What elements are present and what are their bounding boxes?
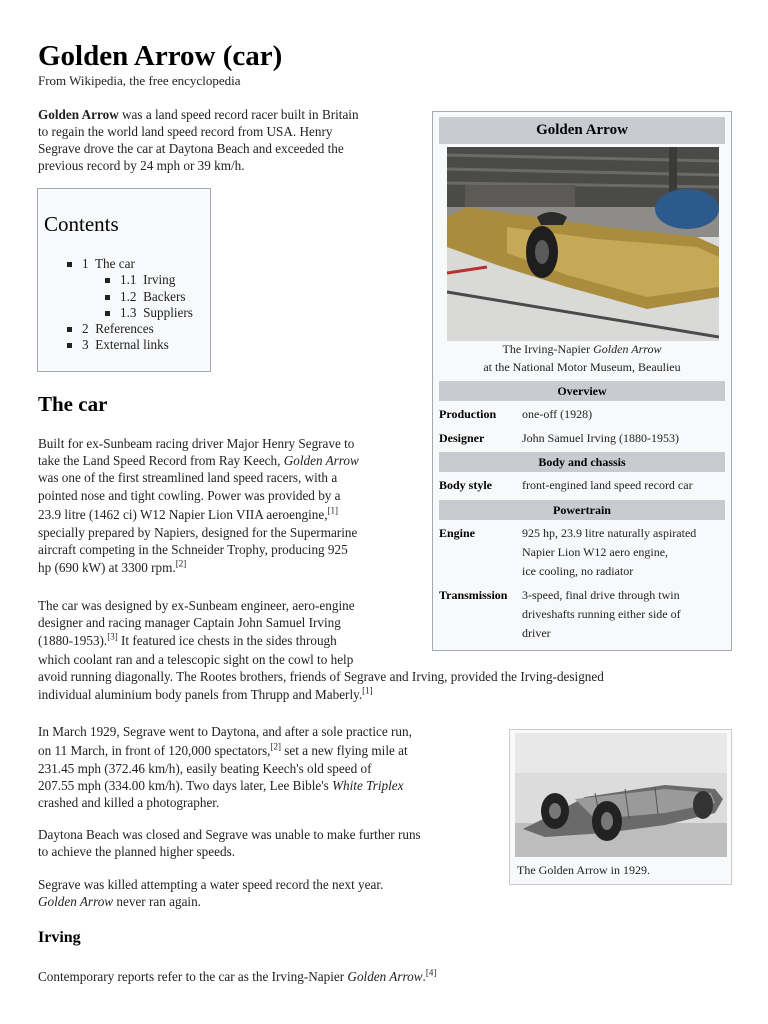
infobox-section-body-chassis: Body and chassis (439, 452, 725, 472)
punctuation: . (422, 969, 426, 984)
infobox-label-transmission: Transmission (439, 588, 508, 602)
infobox-value-engine: 925 hp, 23.9 litre naturally aspirated Napier Lion W12 aero engine, ice cooling, no radiator (522, 526, 697, 578)
lead-paragraph (38, 106, 428, 174)
italic-name: White Triplex (332, 778, 404, 793)
infobox-section-overview: Overview (439, 381, 725, 401)
car-paragraph-5 (38, 876, 498, 910)
text-line: designer and racing manager Captain John Samuel Irving (38, 615, 341, 630)
text-line: avoid running diagonally. The Rootes brothers, friends of Segrave and Irving, provided the Irving-designed (38, 669, 604, 684)
toc-item-backers[interactable]: 1.2 Backers (120, 289, 186, 304)
lead-line: Segrave drove the car at Daytona Beach and exceeded the (38, 141, 344, 156)
text-line: was one of the first streamlined land speed racers, with a (38, 470, 338, 485)
infobox-label-designer: Designer (439, 431, 485, 445)
thumbnail-caption: The Golden Arrow in 1929. (517, 863, 650, 877)
text-line: 23.9 litre (1462 ci) W12 Napier Lion VIIA aeroengine, (38, 507, 328, 522)
text-line: In March 1929, Segrave went to Daytona, and after a sole practice run, (38, 724, 412, 739)
citation-link[interactable]: [2] (175, 558, 187, 569)
citation-link[interactable]: [1] (362, 685, 373, 696)
italic-name: Golden Arrow (347, 969, 423, 984)
text-line: never ran again. (113, 894, 201, 909)
car-paragraph-4 (38, 826, 498, 860)
irving-paragraph (38, 967, 638, 987)
text-line: specially prepared by Napiers, designed for the Supermarine (38, 525, 358, 540)
infobox-label-engine: Engine (439, 526, 476, 540)
car-paragraph-1 (38, 435, 428, 577)
infobox-value-body-style: front-engined land speed record car (522, 478, 693, 492)
infobox-value-transmission: 3-speed, final drive through twin driveshafts running either side of driver (522, 588, 681, 640)
thumbnail-figure (509, 729, 732, 885)
text-line: which coolant ran and a telescopic sight on the cowl to help (38, 652, 354, 667)
text-line: hp (690 kW) at 3300 rpm. (38, 560, 176, 575)
text-line: pointed nose and tight cowling. Power was provided by a (38, 488, 341, 503)
citation-link[interactable]: [2] (270, 741, 281, 752)
text-line: Segrave was killed attempting a water speed record the next year. (38, 877, 384, 892)
lead-line: was a land speed record racer built in Britain (118, 107, 359, 122)
text-line: on 11 March, in front of 120,000 spectators, (38, 743, 271, 758)
citation-link[interactable]: [4] (425, 967, 437, 978)
text-line: Built for ex-Sunbeam racing driver Major Henry Segrave to (38, 436, 355, 451)
italic-name: Golden Arrow (38, 894, 114, 909)
infobox-title: Golden Arrow (439, 117, 725, 144)
infobox-value-production: one-off (1928) (522, 407, 593, 421)
lead-bold-title: Golden Arrow (38, 107, 119, 122)
infobox-label-production: Production (439, 407, 497, 421)
toc-item-irving[interactable]: 1.1 Irving (120, 272, 176, 287)
text-line: Contemporary reports refer to the car as the Irving-Napier (38, 969, 348, 984)
text-line: to achieve the planned higher speeds. (38, 844, 236, 859)
text-line: crashed and killed a photographer. (38, 795, 220, 810)
toc-item-suppliers[interactable]: 1.3 Suppliers (120, 305, 193, 320)
text-line: aircraft competing in the Schneider Trophy, producing 925 (38, 542, 348, 557)
toc-title: Contents (44, 212, 119, 236)
text-line: (1880-1953). (38, 633, 108, 648)
car-paragraph-3 (38, 722, 498, 811)
site-subtitle: From Wikipedia, the free encyclopedia (38, 73, 241, 88)
text-line: set a new flying mile at (280, 743, 408, 758)
toc-item-external-links[interactable]: 3 External links (82, 337, 169, 352)
citation-link[interactable]: [3] (107, 631, 118, 642)
text-line: The car was designed by ex-Sunbeam engineer, aero-engine (38, 598, 355, 613)
section-heading-irving: Irving (38, 929, 81, 946)
infobox-value-designer[interactable]: John Samuel Irving (1880-1953) (522, 431, 679, 445)
table-of-contents (37, 188, 211, 372)
infobox (432, 111, 732, 651)
lead-line: previous record by 24 mph or 39 km/h. (38, 158, 245, 173)
text-line: 207.55 mph (334.00 km/h). Two days later, Lee Bible's (38, 778, 333, 793)
infobox-section-powertrain: Powertrain (439, 500, 725, 520)
lead-line: to regain the world land speed record from USA. Henry (38, 124, 333, 139)
page-title: Golden Arrow (car) (38, 40, 283, 72)
toc-item-references[interactable]: 2 References (82, 321, 154, 336)
infobox-image-caption: The Irving-Napier Golden Arrow at the National Motor Museum, Beaulieu (483, 342, 681, 374)
section-heading-the-car: The car (38, 392, 108, 416)
infobox-label-body-style: Body style (439, 478, 493, 492)
toc-item-the-car[interactable]: 1 The car (82, 256, 135, 271)
text-line: individual aluminium body panels from Thrupp and Maberly. (38, 687, 363, 702)
text-line: It featured ice chests in the sides through (117, 633, 337, 648)
golden-arrow-museum-photo[interactable] (447, 147, 719, 341)
text-line: take the Land Speed Record from Ray Keech, (38, 453, 284, 468)
text-line: 231.45 mph (372.46 km/h), easily beating Keech's old speed of (38, 761, 372, 776)
citation-link[interactable]: [1] (327, 505, 339, 516)
text-line: Daytona Beach was closed and Segrave was unable to make further runs (38, 827, 421, 842)
italic-name: Golden Arrow (283, 453, 359, 468)
golden-arrow-1929-photo[interactable] (515, 733, 727, 857)
